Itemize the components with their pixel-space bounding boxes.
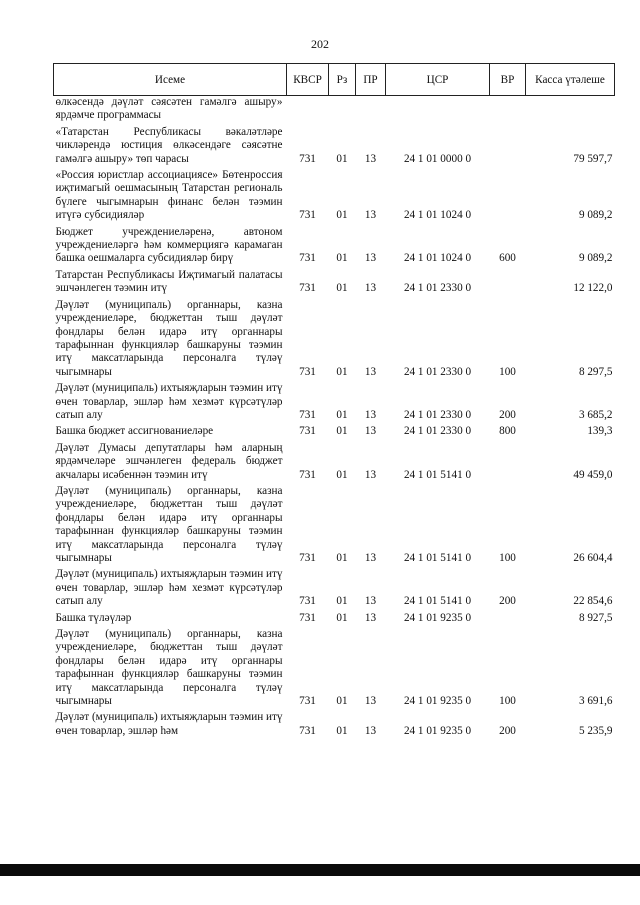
budget-table	[53, 63, 615, 739]
table-row	[54, 297, 615, 380]
row-pr: 13	[364, 611, 377, 624]
header-sum: Касса үтәлеше	[526, 64, 615, 96]
row-vr: 600	[499, 252, 516, 265]
row-sum: 8 927,5	[578, 611, 613, 624]
row-rz: 01	[336, 152, 348, 165]
row-vr: 100	[499, 695, 516, 708]
row-rz: 01	[336, 724, 348, 737]
row-rz: 01	[336, 365, 348, 378]
header-name: Исеме	[54, 64, 287, 96]
row-vr	[490, 124, 526, 167]
row-csr: 24 1 01 5141 0	[403, 468, 472, 481]
row-rz: 01	[336, 252, 348, 265]
table-row	[54, 440, 615, 483]
row-csr: 24 1 01 1024 0	[403, 252, 472, 265]
row-kvsr: 731	[299, 425, 316, 438]
row-kvsr: 731	[299, 595, 316, 608]
row-csr: 24 1 01 0000 0	[403, 152, 472, 165]
row-rz: 01	[336, 282, 348, 295]
row-kvsr: 731	[299, 408, 316, 421]
row-kvsr: 731	[299, 611, 316, 624]
header-csr: ЦСР	[386, 64, 490, 96]
row-sum: 5 235,9	[578, 724, 613, 737]
row-sum: 9 089,2	[578, 252, 613, 265]
row-vr	[490, 610, 526, 626]
row-name: Дәүләт (муниципаль) ихтыяҗларын тәэмин итү өчен товарлар, эшләр һәм хезмәт күрсәтүләр сатып алу	[55, 382, 283, 421]
row-pr: 13	[364, 552, 377, 564]
row-name: «Татарстан Республикасы вәкаләтләре чикләрендә юстиция өлкәсендәге сәясәтне гамәлгә ашыру» төп чарасы	[55, 125, 283, 165]
row-csr: 24 1 01 5141 0	[403, 552, 472, 564]
row-pr: 13	[364, 282, 377, 295]
row-name: Татарстан Республикасы Иҗтимагый палатасы эшчәнлеген тәэмин итү	[55, 268, 283, 295]
row-vr: 200	[499, 724, 516, 737]
table-row	[54, 380, 615, 423]
row-rz: 01	[336, 408, 348, 421]
row-name: «Россия юристлар ассоциациясе» Бөтенроссия иҗтимагый оешмасының Татарстан региональ бүлеге чыгымнарын финанс белән тәэмин итүгә субсидияләр	[55, 169, 283, 222]
row-sum: 49 459,0	[573, 468, 613, 481]
row-kvsr	[287, 96, 329, 124]
row-sum: 79 597,7	[573, 152, 613, 165]
row-pr: 13	[364, 468, 377, 481]
row-csr: 24 1 01 9235 0	[403, 724, 472, 737]
row-csr: 24 1 01 9235 0	[403, 611, 472, 624]
header-vr: ВР	[490, 64, 526, 96]
table-row	[54, 626, 615, 709]
row-vr	[490, 167, 526, 224]
header-kvsr: КВСР	[287, 64, 329, 96]
row-pr: 13	[364, 724, 377, 737]
row-sum: 3 691,6	[578, 695, 613, 708]
row-vr: 800	[499, 425, 516, 438]
row-pr: 13	[364, 252, 377, 265]
row-rz: 01	[336, 595, 348, 608]
row-csr: 24 1 01 2330 0	[403, 408, 472, 421]
row-name: Дәүләт (муниципаль) органнары, казна учреждениеләре, бюджеттан тыш дәүләт фондлары белән идарә итү органнары тарафыннан функцияләр башкаруны тәэмин итү максатларында персоналга түләү чыгымнары	[55, 298, 283, 378]
row-vr	[490, 267, 526, 297]
row-csr	[386, 96, 490, 124]
row-rz: 01	[336, 425, 348, 438]
row-name: Дәүләт (муниципаль) ихтыяҗларын тәэмин итү өчен товарлар, эшләр һәм	[55, 711, 283, 737]
row-csr: 24 1 01 2330 0	[403, 282, 472, 295]
row-pr: 13	[364, 408, 377, 421]
row-rz	[329, 96, 356, 124]
row-rz: 01	[336, 209, 348, 222]
row-vr: 100	[499, 552, 516, 564]
row-vr: 100	[499, 365, 516, 378]
table-row	[54, 709, 615, 739]
row-pr: 13	[364, 595, 377, 608]
row-kvsr: 731	[299, 468, 316, 481]
row-kvsr: 731	[299, 209, 316, 222]
row-kvsr: 731	[299, 152, 316, 165]
table-header	[54, 64, 615, 96]
row-sum: 12 122,0	[573, 282, 613, 295]
row-kvsr: 731	[299, 282, 316, 295]
table-row	[54, 224, 615, 267]
row-name: Башка түләүләр	[55, 611, 132, 624]
row-name: Дәүләт (муниципаль) органнары, казна учреждениеләре, бюджеттан тыш дәүләт фондлары белән идарә итү органнары тарафыннан функцияләр башкаруны тәэмин итү максатларында персоналга түләү чыгымнары	[55, 628, 283, 708]
table-row	[54, 167, 615, 224]
row-name: Дәүләт Думасы депутатлары һәм аларның ярдәмчеләре эшчәнлеген федераль бюджет акчалары исәбеннән тәэмин итү	[55, 441, 283, 481]
row-pr	[356, 96, 386, 124]
row-rz: 01	[336, 611, 348, 624]
row-vr: 200	[499, 595, 516, 608]
row-csr: 24 1 01 5141 0	[403, 595, 472, 608]
scan-bottom-bar	[0, 864, 640, 876]
row-rz: 01	[336, 695, 348, 708]
row-name: Дәүләт (муниципаль) ихтыяҗларын тәэмин итү өчен товарлар, эшләр һәм хезмәт күрсәтүләр сатып алу	[55, 568, 283, 608]
row-sum: 139,3	[587, 425, 613, 438]
row-csr: 24 1 01 2330 0	[403, 425, 472, 438]
row-kvsr: 731	[299, 724, 316, 737]
page-number: 202	[311, 37, 329, 51]
row-csr: 24 1 01 1024 0	[403, 209, 472, 222]
header-pr: ПР	[356, 64, 386, 96]
row-csr: 24 1 01 2330 0	[403, 365, 472, 378]
table-row	[54, 610, 615, 626]
row-csr: 24 1 01 9235 0	[403, 695, 472, 708]
row-vr	[490, 440, 526, 483]
table-row	[54, 483, 615, 566]
table-body	[54, 96, 615, 740]
row-pr: 13	[364, 695, 377, 708]
row-kvsr: 731	[299, 365, 316, 378]
row-pr: 13	[364, 365, 377, 378]
row-sum: 22 854,6	[573, 595, 613, 608]
row-kvsr: 731	[299, 695, 316, 708]
row-kvsr: 731	[299, 552, 316, 564]
row-sum: 3 685,2	[578, 408, 613, 421]
row-rz: 01	[336, 468, 348, 481]
row-sum: 9 089,2	[578, 209, 613, 222]
table-row	[54, 96, 615, 124]
header-rz: Рз	[329, 64, 356, 96]
row-name: Бюджет учреждениеләренә, автоном учреждениеләргә һәм коммерциягә карамаган башка оешмаларга субсидияләр бирү	[55, 225, 283, 265]
row-vr	[490, 96, 526, 124]
row-pr: 13	[364, 152, 377, 165]
row-sum	[526, 96, 615, 124]
row-name: өлкәсендә дәүләт сәясәтен гамәлгә ашыру» ярдәмче программасы	[55, 96, 283, 122]
row-pr: 13	[364, 209, 377, 222]
table-row	[54, 124, 615, 167]
row-rz: 01	[336, 552, 348, 564]
row-name: Дәүләт (муниципаль) органнары, казна учреждениеләре, бюджеттан тыш дәүләт фондлары белән идарә итү органнары тарафыннан функцияләр башкаруны тәэмин итү максатларында персоналга түләү чыгымнары	[55, 484, 283, 564]
row-kvsr: 731	[299, 252, 316, 265]
table-row	[54, 267, 615, 297]
table-row	[54, 423, 615, 439]
row-name: Башка бюджет ассигнованиеләре	[55, 425, 214, 438]
table-row	[54, 566, 615, 609]
row-sum: 26 604,4	[573, 552, 613, 564]
row-sum: 8 297,5	[578, 365, 613, 378]
row-vr: 200	[499, 408, 516, 421]
row-pr: 13	[364, 425, 377, 438]
